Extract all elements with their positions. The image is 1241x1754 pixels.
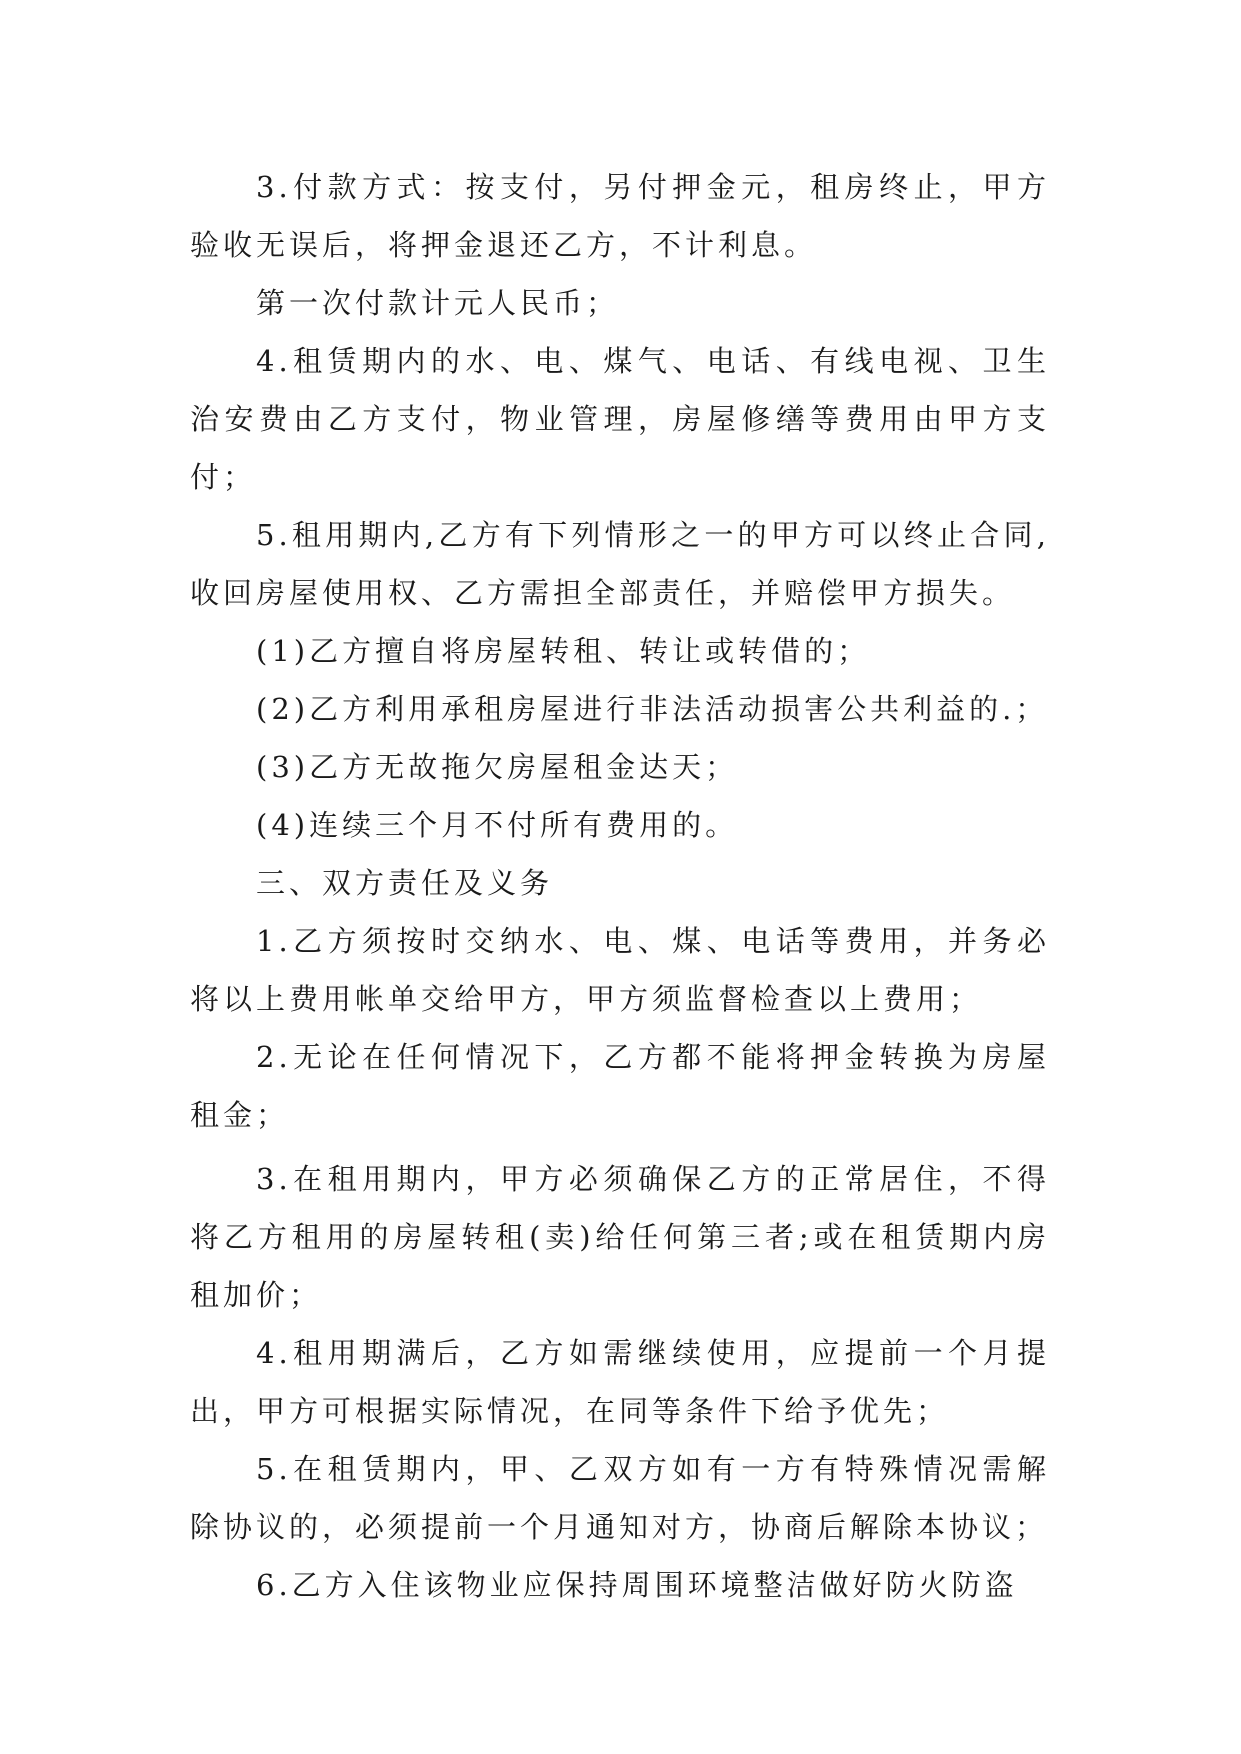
document-body bbox=[190, 158, 1050, 1614]
paragraph-utilities: 4.租赁期内的水、电、煤气、电话、有线电视、卫生治安费由乙方支付，物业管理，房屋修缮等费用由甲方支付； bbox=[190, 344, 1050, 494]
paragraph-item-2: (2)乙方利用承租房屋进行非法活动损害公共利益的.； bbox=[256, 692, 1049, 726]
paragraph-item-3: (3)乙方无故拖欠房屋租金达天； bbox=[256, 750, 739, 784]
paragraph-duty-4: 4.租用期满后，乙方如需继续使用，应提前一个月提出，甲方可根据实际情况，在同等条件下给予优先； bbox=[190, 1336, 1050, 1428]
paragraph-first-payment: 第一次付款计元人民币； bbox=[256, 286, 620, 320]
paragraph-duty-3: 3.在租用期内，甲方必须确保乙方的正常居住，不得将乙方租用的房屋转租(卖)给任何第三者;或在租赁期内房租加价； bbox=[190, 1162, 1050, 1312]
paragraph-duty-2: 2.无论在任何情况下，乙方都不能将押金转换为房屋租金； bbox=[190, 1040, 1050, 1132]
paragraph-item-1: (1)乙方擅自将房屋转租、转让或转借的； bbox=[256, 634, 871, 668]
paragraph-duty-6: 6.乙方入住该物业应保持周围环境整洁做好防火防盗 bbox=[256, 1568, 1018, 1602]
paragraph-termination: 5.租用期内,乙方有下列情形之一的甲方可以终止合同,收回房屋使用权、乙方需担全部责任，并赔偿甲方损失。 bbox=[190, 518, 1050, 610]
paragraph-item-4: (4)连续三个月不付所有费用的。 bbox=[256, 808, 739, 842]
section-heading-responsibilities: 三、双方责任及义务 bbox=[256, 866, 554, 900]
paragraph-duty-1: 1.乙方须按时交纳水、电、煤、电话等费用，并务必将以上费用帐单交给甲方，甲方须监督检查以上费用； bbox=[190, 924, 1050, 1016]
paragraph-duty-5: 5.在租赁期内，甲、乙双方如有一方有特殊情况需解除协议的，必须提前一个月通知对方，协商后解除本协议； bbox=[190, 1452, 1050, 1544]
paragraph-payment-method: 3.付款方式：按支付，另付押金元，租房终止，甲方验收无误后，将押金退还乙方，不计利息。 bbox=[190, 170, 1050, 262]
